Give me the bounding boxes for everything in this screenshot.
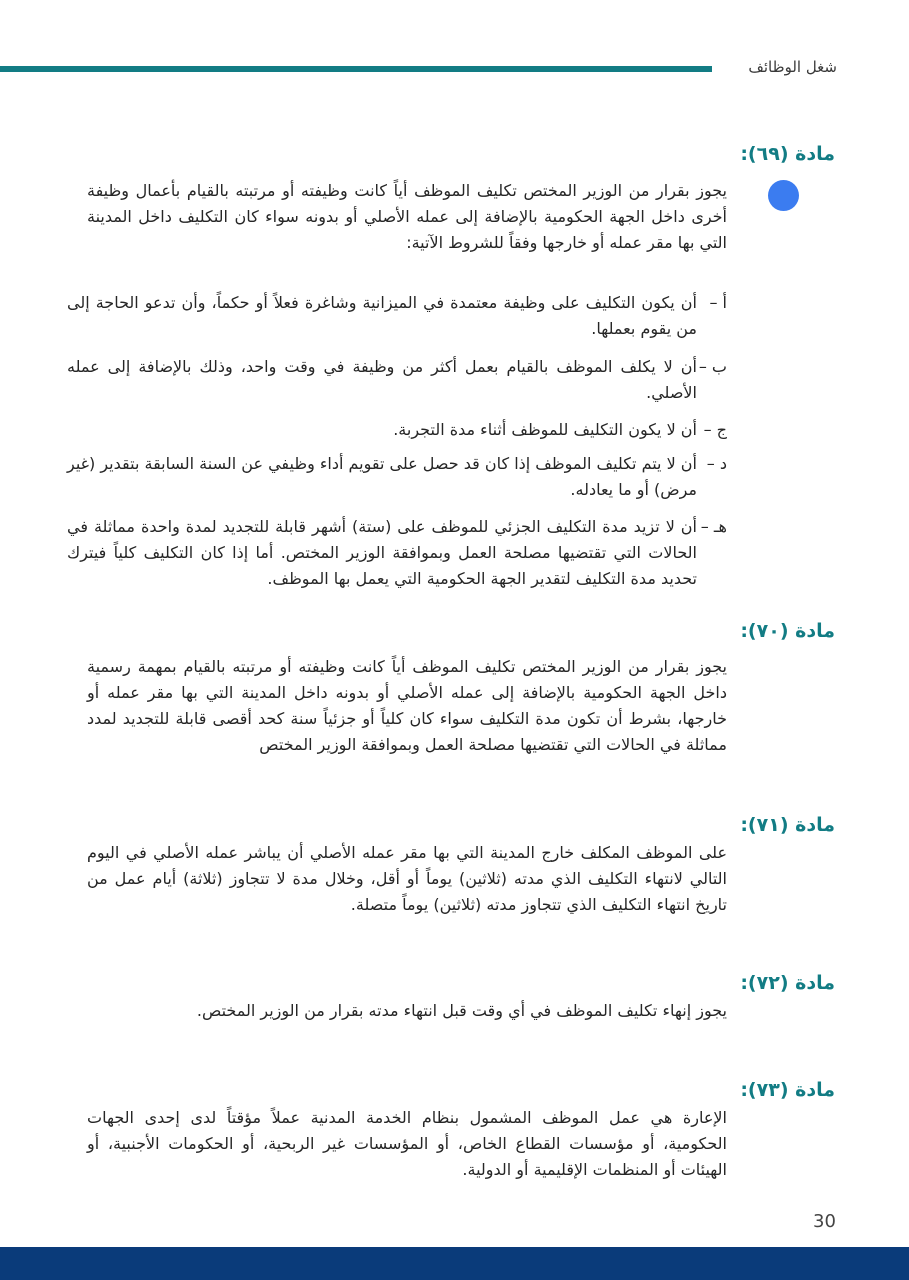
header-rule	[0, 66, 712, 72]
article-73-heading: مادة (٧٣):	[740, 1079, 835, 1101]
article-69-heading: مادة (٦٩):	[740, 143, 835, 165]
item-text: أن لا يكلف الموظف بالقيام بعمل أكثر من وظيفة في وقت واحد، وذلك بالإضافة إلى عمله الأصلي.	[67, 357, 697, 402]
article-69-item-e	[67, 514, 727, 592]
article-69-body: يجوز بقرار من الوزير المختص تكليف الموظف أياً كانت وظيفته أو مرتبته بالقيام بأعمال وظيفة أخرى داخل الجهة الحكومية بالإضافة إلى عمله الأصلي أو بدونه سواء كان التكليف داخل المدينة التي بها مقر عمله أو خارجها وفقاً للشروط الآتية:	[87, 181, 727, 252]
article-71-body: على الموظف المكلف خارج المدينة التي بها مقر عمله الأصلي أن يباشر عمله الأصلي في اليوم التالي لانتهاء التكليف الذي مدته (ثلاثين) يوماً أو أقل، وخلال مدة لا تتجاوز (ثلاثة) أيام عمل من تاريخ انتهاء التكليف الذي تتجاوز مدته (ثلاثين) يوماً متصلة.	[87, 843, 727, 914]
article-72-body: يجوز إنهاء تكليف الموظف في أي وقت قبل انتهاء مدته بقرار من الوزير المختص.	[196, 1001, 727, 1020]
item-text: أن لا يكون التكليف للموظف أثناء مدة التجربة.	[393, 420, 697, 439]
article-69-item-c	[67, 417, 727, 443]
item-text: أن لا يتم تكليف الموظف إذا كان قد حصل على تقويم أداء وظيفي عن السنة السابقة بتقدير (غير مرض) أو ما يعادله.	[67, 454, 697, 499]
article-69-item-d	[67, 451, 727, 503]
item-text: أن يكون التكليف على وظيفة معتمدة في الميزانية وشاغرة فعلاً أو حكماً، وأن تدعو الحاجة إلى من يقوم بعملها.	[67, 293, 697, 338]
article-69-item-b	[67, 354, 727, 406]
footer-band	[0, 1247, 909, 1280]
header-title: شغل الوظائف	[748, 58, 837, 76]
annotation-dot[interactable]	[768, 180, 799, 211]
item-mark: هـ –	[700, 517, 727, 536]
article-73-body: الإعارة هي عمل الموظف المشمول بنظام الخدمة المدنية عملاً مؤقتاً لدى إحدى الجهات الحكومية، أو مؤسسات القطاع الخاص، أو المؤسسات غير الربحية، أو الحكومات الأجنبية، أو الهيئات أو المنظمات الإقليمية أو الدولية.	[87, 1108, 727, 1179]
page-number: 30	[813, 1211, 836, 1232]
article-69-item-a	[67, 290, 727, 342]
article-71-heading: مادة (٧١):	[740, 814, 835, 836]
item-mark: ج –	[703, 420, 727, 439]
item-text: أن لا تزيد مدة التكليف الجزئي للموظف على (ستة) أشهر قابلة للتجديد لمدة واحدة مماثلة في الحالات التي تقتضيها مصلحة العمل وبموافقة الوزير المختص. أما إذا كان التكليف كلياً فيترك تحديد مدة التكليف لتقدير الجهة الحكومية التي يعمل بها الموظف.	[67, 517, 697, 588]
article-72-heading: مادة (٧٢):	[740, 972, 835, 994]
item-mark: ب –	[698, 357, 727, 376]
article-70-heading: مادة (٧٠):	[740, 620, 835, 642]
item-mark: د –	[706, 454, 727, 473]
item-mark: أ –	[709, 293, 727, 312]
article-70-body: يجوز بقرار من الوزير المختص تكليف الموظف أياً كانت وظيفته أو مرتبته بالقيام بمهمة رسمية داخل الجهة الحكومية بالإضافة إلى عمله الأصلي أو بدونه داخل المدينة التي بها مقر عمله أو خارجها، بشرط أن تكون مدة التكليف سواء كان كلياً أو جزئياً سنة كحد أقصى قابلة للتجديد لمدد مماثلة في الحالات التي تقتضيها مصلحة العمل وبموافقة الوزير المختص	[87, 657, 727, 754]
